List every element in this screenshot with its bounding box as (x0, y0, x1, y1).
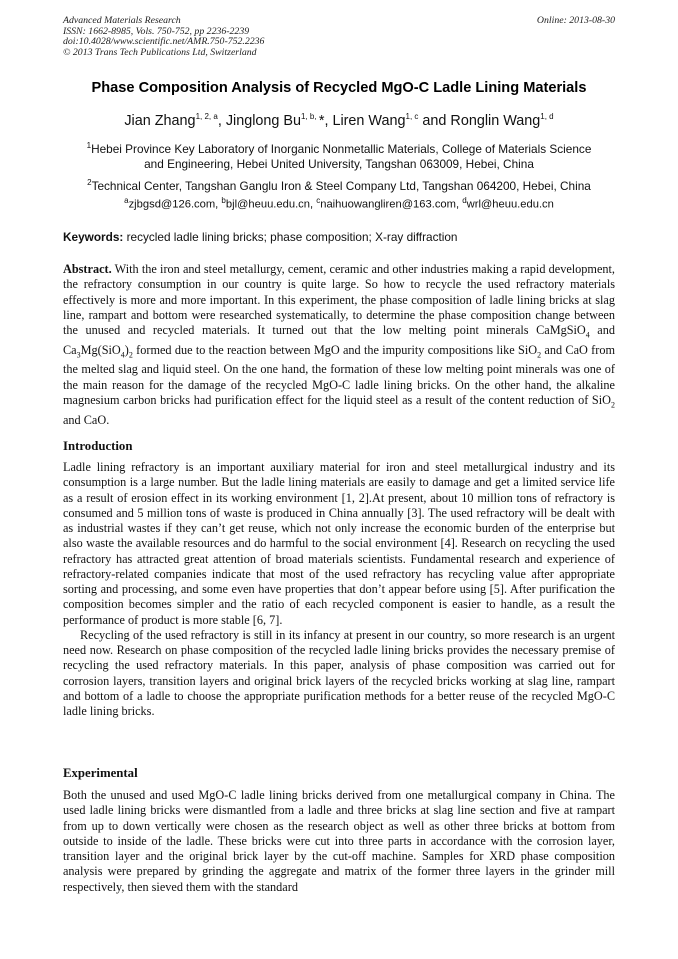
email-sup: c (316, 196, 321, 205)
affiliation-1 (0, 138, 678, 172)
affiliation-2 (0, 175, 678, 194)
affiliation-sup: 1 (86, 141, 92, 150)
keywords-label: Keywords: (63, 230, 124, 244)
email-link: wrl@heuu.edu.cn (466, 198, 554, 211)
affiliation-sup: 2 (87, 178, 92, 187)
subscript: 4 (120, 350, 125, 360)
author-sup: 1, d (540, 112, 554, 121)
subscript: 2 (128, 350, 133, 360)
email-list (0, 196, 678, 211)
email-link: zjbgsd@126.com, (128, 198, 222, 211)
experimental-heading: Experimental (63, 766, 138, 780)
keywords-text: recycled ladle lining bricks; phase composition; X-ray diffraction (123, 230, 458, 244)
journal-name: Advanced Materials Research (63, 15, 181, 26)
experimental-body (63, 788, 615, 895)
journal-header (63, 16, 264, 59)
abstract-text: and CaO from the melted slag and liquid steel. On the one hand, the formation of these low melting point minerals was one of the main reason for the damage of the recycled MgO-C ladle lining bricks. On the other hand, the alkaline magnesium carbon bricks had purification effect for the liquid steel as a result of the content reduction of SiO (63, 342, 615, 407)
abstract-text: Mg(SiO (80, 342, 121, 357)
abstract-text: and CaO. (63, 412, 110, 427)
affiliation-line: Hebei Province Key Laboratory of Inorganic Nonmetallic Materials, College of Materials Science (91, 141, 592, 156)
paper-title: Phase Composition Analysis of Recycled MgO-C Ladle Lining Materials (91, 80, 587, 96)
affiliation-line: Technical Center, Tangshan Ganglu Iron & Steel Company Ltd, Tangshan 064200, Hebei, China (91, 178, 591, 193)
affiliation-line: and Engineering, Hebei United University, Tangshan 063009, Hebei, China (144, 156, 534, 171)
subscript: 2 (611, 400, 615, 410)
email-link: naihuowangliren@163.com, (320, 198, 463, 211)
introduction-heading: Introduction (63, 439, 133, 453)
abstract-text: and Ca (63, 323, 615, 357)
abstract-text: formed due to the reaction between MgO and the impurity compositions like SiO (132, 342, 538, 357)
copyright-line: © 2013 Trans Tech Publications Ltd, Switzerland (63, 47, 257, 59)
abstract-text: ) (124, 342, 129, 357)
subscript: 2 (537, 350, 542, 360)
paragraph: Recycling of the used refractory is still in its infancy at present in our country, so more research is an urgent need now. Research on phase composition of the recycled ladle lining bricks provides the necessary premise of recycling the used refractory materials. In this paper, analysis of phase composition was carried out for corrosion layers, transition layers and original brick layers of the recycled bricks working at slag line, rampart and bottom of a ladle to choose the appropriate purification methods for a better reuse of the recycled MgO-C ladle lining bricks. (63, 627, 615, 718)
paragraph: Ladle lining refractory is an important auxiliary material for iron and steel metallurgical industry and its consumption is a large number. But the ladle lining materials are easily to damage and get a limited service life as a result of erosion effect in its working environment [1, 2].At present, about 10 million tons of refractory is consumed and 5 million tons of waste is produced in China annually [3]. The used refractory will be dealt with as industrial wastes if they can’t get reuse, which not only increase the economic burden of the enterprise but also waste the available resources and do harmful to the social environment [4]. Research on recycling the used refractory has attracted great attention of broad materials scientists. Fundamental research and experience of refractory-related companies indicate that most of the used refractory has recycling value after appropriate sorting and processing, and some even have properties that don’t appear before using [5]. After purification the composition becomes simpler and the ratio of each recycled component is easier to handle, as a result the performance of product is more stable [6, 7]. (63, 460, 615, 627)
author-name: Jinglong Bu (225, 112, 302, 129)
abstract (63, 262, 615, 428)
author-sep: and (418, 112, 451, 129)
email-sup: a (124, 196, 129, 205)
email-sup: b (221, 196, 226, 205)
author-name: Jian Zhang (124, 112, 196, 129)
author-sup: 1, b, (301, 112, 319, 121)
issn-line: ISSN: 1662-8985, Vols. 750-752, pp 2236-2239 (63, 25, 250, 37)
online-date: Online: 2013-08-30 (536, 15, 615, 26)
email-sup: d (462, 196, 467, 205)
author-list (0, 112, 678, 129)
author-sep: , (324, 112, 333, 129)
subscript: 4 (585, 330, 590, 340)
doi-line: doi:10.4028/www.scientific.net/AMR.750-752.2236 (63, 36, 265, 48)
author-sup: 1, 2, a (195, 112, 218, 121)
email-link: bjl@heuu.edu.cn, (225, 198, 317, 211)
abstract-text: With the iron and steel metallurgy, cement, ceramic and other industries making a rapid development, the refractory consumption in our country is quite large. So how to recycle the used refractory materials effectively is more and more important. In this experiment, the phase composition of ladle lining bricks at slag line, rampart and bottom were researched systematically, to determine the phase composition change between the unused and recycled materials. It turned out that the low melting point minerals CaMgSiO (63, 262, 615, 337)
corresponding-star: * (318, 112, 325, 129)
author-sup: 1, c (405, 112, 419, 121)
author-sep: , (217, 112, 226, 129)
keywords (63, 230, 458, 244)
introduction-body (63, 460, 615, 719)
paragraph: Both the unused and used MgO-C ladle lining bricks derived from one metallurgical company in China. The used ladle lining bricks were dismantled from a ladle and three bricks at slag line section and five at rampart from up to down vertically were chosen as the research object as well as other three bricks at bottom from outside to inside of the ladle. These bricks were cut into three parts in accordance with the corrosion layer, transition layer and the original brick layer by the cut-off machine. Samples for XRD phase composition analysis were prepared by grinding the aggregate and matrix of the former three layers in the grinder mill respectively, then sieved them with the standard (63, 788, 615, 894)
author-name: Liren Wang (332, 112, 406, 129)
subscript: 3 (76, 350, 81, 360)
abstract-label: Abstract. (63, 262, 112, 276)
author-name: Ronglin Wang (450, 112, 541, 129)
